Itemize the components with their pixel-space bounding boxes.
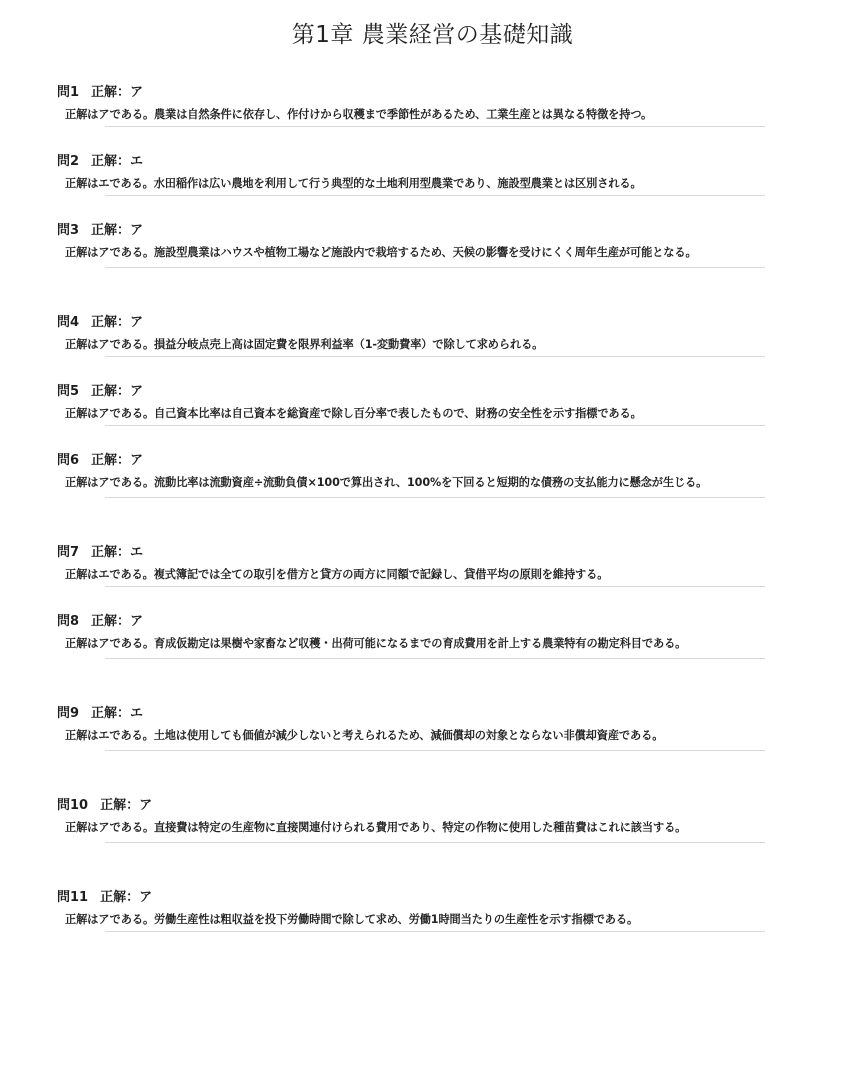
answer-item bbox=[57, 220, 797, 312]
correct-answer: 正解：エ bbox=[91, 706, 144, 721]
answer-explanation: 正解はエである。土地は使用しても価値が減少しないと考えられるため、減価償却の対象とならない非償却資産である。 bbox=[65, 729, 664, 742]
answer-explanation: 正解はアである。自己資本比率は自己資本を総資産で除し百分率で表したもので、財務の安全性を示す指標である。 bbox=[65, 407, 642, 420]
divider bbox=[105, 126, 765, 127]
page-title: 第1章 農業経営の基礎知識 bbox=[291, 22, 574, 48]
answer-explanation: 正解はエである。水田稲作は広い農地を利用して行う典型的な土地利用型農業であり、施設型農業とは区別される。 bbox=[65, 177, 642, 190]
answer-explanation: 正解はアである。農業は自然条件に依存し、作付けから収穫まで季節性があるため、工業生産とは異なる特徴を持つ。 bbox=[65, 108, 653, 121]
question-number: 問6 bbox=[57, 453, 80, 468]
answer-item bbox=[57, 887, 797, 956]
answer-header bbox=[57, 795, 797, 817]
answer-item bbox=[57, 82, 797, 151]
answer-item bbox=[57, 611, 797, 703]
answer-header bbox=[57, 887, 797, 909]
answer-item bbox=[57, 151, 797, 220]
divider bbox=[105, 425, 765, 426]
question-number: 問4 bbox=[57, 315, 80, 330]
question-number: 問11 bbox=[57, 890, 89, 905]
correct-answer: 正解：ア bbox=[91, 384, 144, 399]
answer-header bbox=[57, 312, 797, 334]
question-number: 問1 bbox=[57, 85, 80, 100]
answer-explanation: 正解はアである。施設型農業はハウスや植物工場など施設内で栽培するため、天候の影響を受けにくく周年生産が可能となる。 bbox=[65, 246, 697, 259]
answer-item bbox=[57, 703, 797, 795]
question-number: 問5 bbox=[57, 384, 80, 399]
answer-header bbox=[57, 151, 797, 173]
question-number: 問9 bbox=[57, 706, 80, 721]
question-number: 問7 bbox=[57, 545, 80, 560]
answer-explanation: 正解はアである。直接費は特定の生産物に直接関連付けられる費用であり、特定の作物に使用した種苗費はこれに該当する。 bbox=[65, 821, 687, 834]
answer-list bbox=[57, 82, 797, 956]
divider bbox=[105, 356, 765, 357]
answer-explanation: 正解はアである。育成仮勘定は果樹や家畜など収穫・出荷可能になるまでの育成費用を計上する農業特有の勘定科目である。 bbox=[65, 637, 687, 650]
answer-header bbox=[57, 82, 797, 104]
answer-item bbox=[57, 542, 797, 611]
answer-item bbox=[57, 450, 797, 542]
divider bbox=[105, 658, 765, 659]
divider bbox=[105, 267, 765, 268]
divider bbox=[105, 195, 765, 196]
answer-header bbox=[57, 220, 797, 242]
answer-explanation: 正解はエである。複式簿記では全ての取引を借方と貸方の両方に同額で記録し、貸借平均の原則を維持する。 bbox=[65, 568, 609, 581]
answer-header bbox=[57, 542, 797, 564]
answer-explanation: 正解はアである。流動比率は流動資産÷流動負債×100で算出され、100%を下回ると短期的な債務の支払能力に懸念が生じる。 bbox=[65, 476, 708, 489]
answer-header bbox=[57, 450, 797, 472]
answer-item bbox=[57, 381, 797, 450]
question-number: 問10 bbox=[57, 798, 89, 813]
correct-answer: 正解：エ bbox=[91, 545, 144, 560]
answer-header bbox=[57, 611, 797, 633]
answer-explanation: 正解はアである。労働生産性は粗収益を投下労働時間で除して求め、労働1時間当たりの生産性を示す指標である。 bbox=[65, 913, 639, 926]
answer-item bbox=[57, 312, 797, 381]
divider bbox=[105, 842, 765, 843]
correct-answer: 正解：ア bbox=[100, 798, 153, 813]
correct-answer: 正解：ア bbox=[91, 453, 144, 468]
divider bbox=[105, 497, 765, 498]
correct-answer: 正解：ア bbox=[91, 223, 144, 238]
correct-answer: 正解：ア bbox=[100, 890, 153, 905]
correct-answer: 正解：エ bbox=[91, 154, 144, 169]
correct-answer: 正解：ア bbox=[91, 614, 144, 629]
correct-answer: 正解：ア bbox=[91, 85, 144, 100]
divider bbox=[105, 586, 765, 587]
correct-answer: 正解：ア bbox=[91, 315, 144, 330]
answer-explanation: 正解はアである。損益分岐点売上高は固定費を限界利益率（1-変動費率）で除して求められる。 bbox=[65, 338, 544, 351]
question-number: 問2 bbox=[57, 154, 80, 169]
answer-header bbox=[57, 381, 797, 403]
divider bbox=[105, 931, 765, 932]
question-number: 問3 bbox=[57, 223, 80, 238]
divider bbox=[105, 750, 765, 751]
question-number: 問8 bbox=[57, 614, 80, 629]
answer-item bbox=[57, 795, 797, 887]
answer-header bbox=[57, 703, 797, 725]
